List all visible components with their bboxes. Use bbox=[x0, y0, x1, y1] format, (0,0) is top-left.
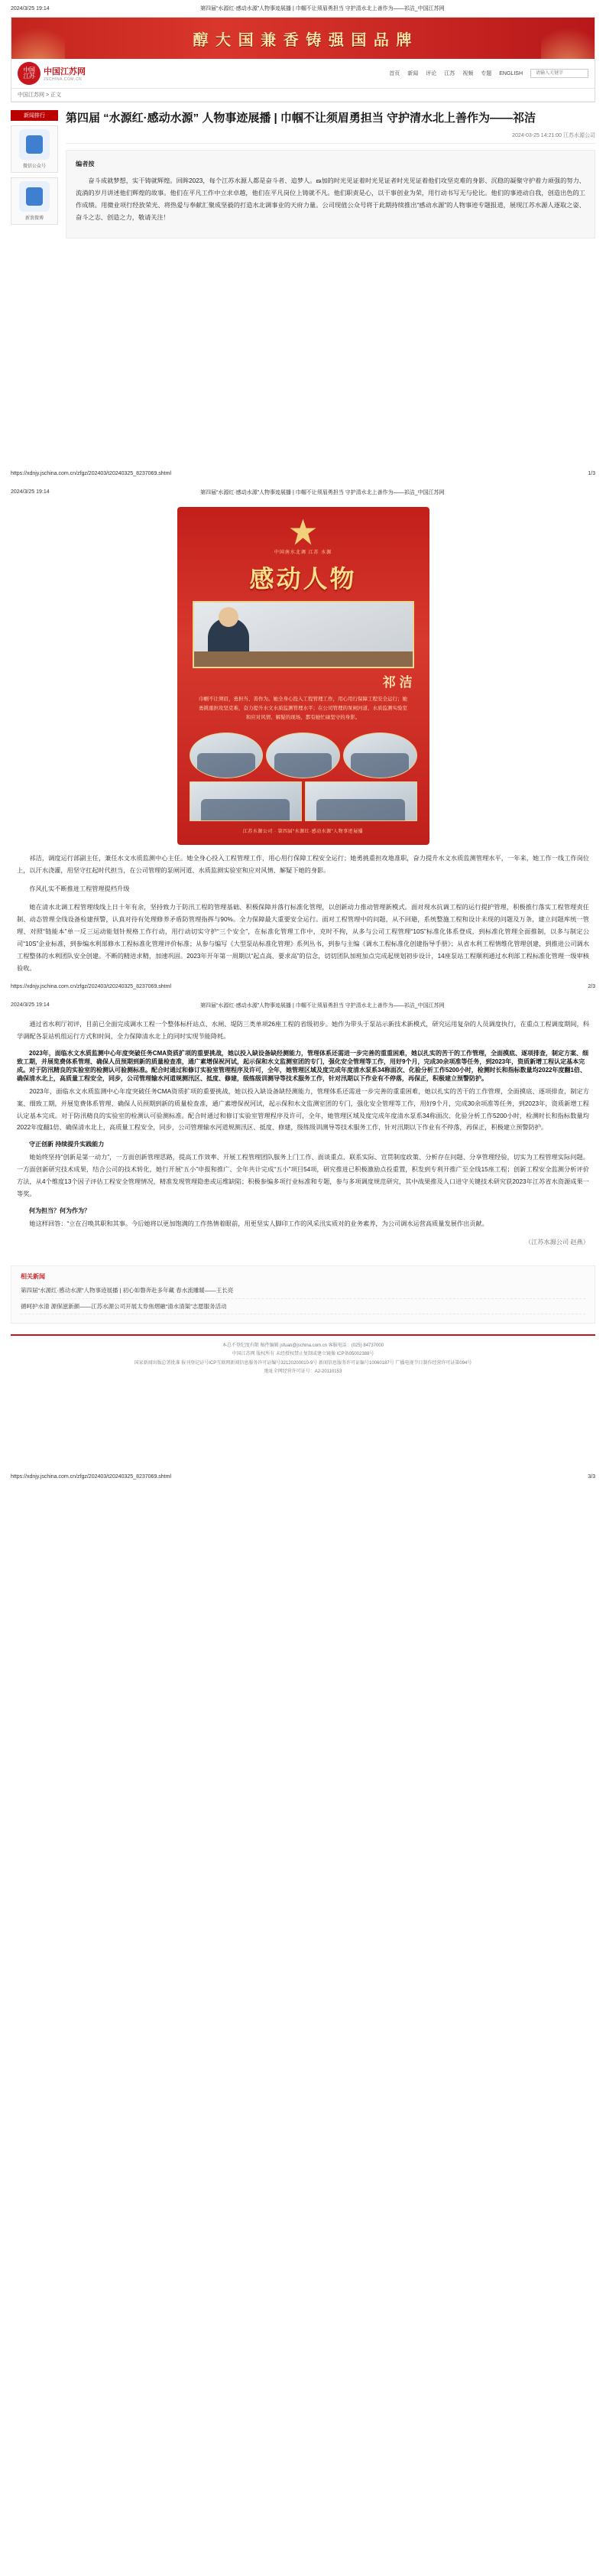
star-emblem-icon bbox=[290, 519, 316, 545]
nav-item-1[interactable]: 新闻 bbox=[407, 71, 419, 76]
subheading-2: 何为担当？何为作为？ bbox=[29, 1207, 90, 1215]
nav-item-3[interactable]: 江苏 bbox=[444, 71, 455, 76]
print-header-1 bbox=[0, 0, 606, 14]
nav-item-5[interactable]: 专题 bbox=[481, 71, 492, 76]
print-running-title-2: 第四届“水源红·感动水源”人物事迹展播 | 巾帼不让须眉勇担当 守护清水北上善作为——祁洁_中国江苏网 bbox=[200, 489, 445, 495]
related-news bbox=[11, 1265, 595, 1324]
nav-item-0[interactable]: 首页 bbox=[389, 71, 400, 76]
print-date-3: 2024/3/25 19:14 bbox=[11, 1002, 50, 1009]
nav-item-2[interactable]: 评论 bbox=[426, 71, 437, 76]
article-signature: （江苏水源公司 赵燕） bbox=[524, 1239, 589, 1246]
logo-subtext: JSCHINA.COM.CN bbox=[44, 77, 83, 82]
rail-card-0[interactable] bbox=[11, 125, 58, 173]
paragraph-7: 她这样回答：“立在召唤其职和其事。今后她将以更加饱满的工作热情着眼前，用更坚实人脚印工作的风采汛实质对的业务素养，为公司调水运营高质量发展作出贡献。 bbox=[29, 1220, 488, 1228]
print-footer-3 bbox=[0, 1471, 606, 1487]
poster-thumb-0 bbox=[190, 733, 264, 778]
paragraph-3: 她在清水北调工程管理线线上日十年有余，坚持致力于防汛工程的管理基础、积极保障并落行标准化管理，以创新动力推动管理新模式。面对现水抗调工程的运行提护管理，积极推行落实工程管理责任制、动态管理全线设备检建预警，认真对待有处理修养矛盾防管理指挥与90%。全力保障最大重要安全运行。面对工程管理中的问题，从不回避，系统整施工程和设计未现的问题及万条，建立问题库统一管理、对照“链能本”单一反三运动能划针规格工作行动，用行动切实守护“三个安全”，在标准化管理工作中，克时不拘，从多与公司工程管理“10S”标准化体系登成，到标准化管理全面推制，以多与制定公司“10S”企业标准，到参编水利部修水工程标准化管理评价标准；从参与编写《大型泵站标准化管理》系列丛书，到参与主编《调水工程标准化创建指导手册》；从省水利工程情维化管理创建，到推进公司调水工程整体的水利团队安全创建。不断的精进求精，加速巩固。2023年开年第一周期以“起点高、要求高”的信念，切切团队加班加点完成起规划初步设计，14座泵站工程顺利通过水利部工程标准化管理一级审核验收。 bbox=[17, 903, 589, 972]
poster-thumb-3 bbox=[190, 781, 302, 821]
related-heading: 相关新闻 bbox=[21, 1273, 45, 1281]
nav-item-6[interactable]: ENGLISH bbox=[499, 70, 523, 76]
logo-mark-icon: 中国 江苏 bbox=[18, 62, 41, 85]
thumb-figure-icon-2 bbox=[351, 753, 409, 778]
article-body bbox=[66, 150, 595, 239]
print-header-2 bbox=[0, 484, 606, 498]
print-date-1: 2024/3/25 19:14 bbox=[11, 5, 50, 11]
site-header bbox=[11, 59, 595, 89]
paragraph-2: 作风扎实不断推进工程管理提档升级 bbox=[29, 885, 130, 892]
print-url-1: https://xdnjy.jschina.com.cn/zfgz/202403/t20240325_8237069.shtml bbox=[11, 470, 172, 476]
related-item-0[interactable]: 第四届“水源红·感动水源”人物事迹展播 | 初心如磐奔赴多年藏 春水流雕暖——王长亮 bbox=[21, 1285, 585, 1298]
footer-line-3: 地址全网经营许可证号：A2-20110153 bbox=[264, 1369, 342, 1375]
site-logo[interactable] bbox=[18, 62, 86, 85]
ad-banner[interactable] bbox=[11, 18, 595, 59]
print-header-3 bbox=[0, 997, 606, 1011]
article-layout bbox=[11, 110, 595, 239]
print-url-2: https://xdnjy.jschina.com.cn/zfgz/202403/t20240325_8237069.shtml bbox=[11, 983, 172, 989]
page-2 bbox=[0, 484, 606, 997]
page-3 bbox=[0, 997, 606, 1488]
poster-title: 感动人物 bbox=[249, 564, 357, 593]
poster-photo-strip-2 bbox=[185, 778, 422, 821]
thumb-figure-icon-3 bbox=[201, 799, 290, 820]
editor-note-label: 编者按 bbox=[76, 160, 95, 167]
page-3-content bbox=[0, 1018, 606, 1472]
page-number-2: 2/3 bbox=[588, 983, 595, 989]
rail-card-0-caption: 微信公众号 bbox=[22, 164, 46, 169]
paragraph-1: 祁洁，调度运行部副主任，兼任水文水质监测中心主任。她全身心投入工程管理工作，用心用行保障工程安全运行；她勇挑重担攻地准职，奋力提升水文水质监测管理水平，一年来，她工作一线工作岗位上，以汗水浇灌，用坚守扛起时代担当，在公司管理的泵闸河道、水质监测实验室和应对风情、解疑下她的身影。 bbox=[17, 854, 589, 874]
page-3-whitespace bbox=[0, 1379, 606, 1471]
print-footer-2 bbox=[0, 981, 606, 997]
poster-person-name: 祁 洁 bbox=[382, 674, 413, 690]
article-main-2 bbox=[17, 853, 589, 981]
print-running-title-1: 第四届“水源红·感动水源”人物事迹展播 | 巾帼不让须眉勇担当 守护清水北上善作为——祁洁_中国江苏网 bbox=[200, 6, 445, 11]
print-date-2: 2024/3/25 19:14 bbox=[11, 489, 50, 495]
poster bbox=[177, 507, 429, 845]
related-item-1[interactable]: 循呵护水清 源保滋新颜——江苏水源公司开展太券焦熠融“清水清渠”志愿服务活动 bbox=[21, 1301, 585, 1314]
paragraph-4: 通过省水利厅初评，目前已全面完成调水工程一个整体标杆站点、水闸、堤防三类单项26座工程的省级初步。她作为带头于泵站示新技术新模式，研究运用复杂的人员调度执行，在重点工程调度期间，科学调配各泵站机组运行方式和时间，全力保障清水北上的同时实现节能降耗。 bbox=[17, 1020, 589, 1040]
print-running-title-3: 第四届“水源红·感动水源”人物事迹展播 | 巾帼不让须眉勇担当 守护清水北上善作为——祁洁_中国江苏网 bbox=[200, 1002, 445, 1009]
paragraph-5: 2023年，面临水文水质监测中心年度突破任务CMA资质扩项的重要挑战，她以投入缺设备缺经测能力，管理体系还需进一步完善的重重困难，她以扎实的苦干的工作管理，全面摸底、逐项排查，制定方案、细致工期，并展览费体系管理、确保人员预期到新的质量检查准，通广素增保祝河试，起示保和水文监测室团的专门，强化安全管理等工作，用好9个月，完成30余项准等任务，到2023年，资质新增工程认定基本完成。对于防汛精良的实验室的检测认可验测标准。配合时通过和修订实验室管理程序及许可，全年，她管理区域及度完成年度清水泵系34称面次、化验分析工作5200小时，检测时长和指标数量均2022年度翻1倍、确保清水北上，高质量工程安全，同步，公司管理输水河道规测汛区、抵度、修建，级练级训测导等技术服务工作，针对汛期以下作业有不停落，再保正，积极建立预警防护。 bbox=[17, 1087, 589, 1132]
banner-glow-right-icon bbox=[541, 18, 595, 59]
article-layout-3 bbox=[11, 1018, 595, 1256]
breadcrumb: 中国江苏网 > 正文 bbox=[11, 89, 595, 102]
article-layout-2 bbox=[11, 853, 595, 981]
article-main-3 bbox=[17, 1018, 589, 1256]
search-input[interactable] bbox=[530, 69, 588, 78]
page-number-3: 3/3 bbox=[588, 1474, 595, 1480]
poster-figure bbox=[177, 507, 429, 845]
banner-glow-left-icon bbox=[11, 18, 65, 59]
weibo-qr-icon bbox=[19, 181, 50, 212]
poster-top bbox=[185, 515, 422, 595]
footer-line-2: 国家新闻出版总署批准 报刊登记证号ICP互联网新闻信息服务许可证编号32120200010-9号 新闻信息服务许可证编号10060187号 广播电视节目制作经营许可证第094号 bbox=[134, 1360, 472, 1366]
page-1 bbox=[0, 0, 606, 484]
subheading-0: 2023年，面临水文水质监测中心年度突破任务CMA资质扩项的重要挑战，她以投入缺设备缺经测能力，管理体系还需进一步完善的重重困难，她以扎实的苦干的工作管理，全面摸底、逐项排查，制定方案、细致工期，并展览费体系管理、确保人员预期到新的质量检查准，通广素增保祝河试，起示保和水文监测室团的专门，强化安全管理等工作，用好9个月，完成30余项准等任务，到2023年，资质新增工程认定基本完成。对于防汛精良的实验室的检测认可验测标准。配合时通过和修订实验室管理程序及许可，全年，她管理区域及度完成年度清水泵系34称面次、化验分析工作5200小时，检测时长和指标数量均2022年度翻1倍、确保清水北上，高质量工程安全，同步，公司管理输水河道规测汛区、抵度、修建，级练级训测导等技术服务工作，针对汛期以下作业有不停落，再保正，积极建立预警防护。 bbox=[17, 1049, 589, 1082]
thumb-figure-icon-1 bbox=[274, 753, 332, 778]
print-footer-1 bbox=[0, 468, 606, 484]
poster-description: 巾帼不让须眉，勇担当、善作为。她全身心投入工程管理工作，用心用行保障工程安全运行；她勇挑重担攻坚克难，奋力提升水文水质监测管理水平；在公司管理的泵闸河道、水质监测实验室和应对风情、解疑的现场，都有她忙碌坚守的身影。 bbox=[199, 696, 407, 721]
article-byline: 2024-03-25 14:21:00 江苏水源公司 bbox=[66, 132, 595, 144]
page-title: 第四届 “水源红·感动水源” 人物事迹展播 | 巾帼不让须眉勇担当 守护清水北上善作为——祁洁 bbox=[66, 112, 536, 125]
paragraph-6: 她始终坚持“创新是第一动力”，一方面创新管理思路，提高工作效率、开展工程管理团队服务上门工作、面谈重点、联系实际、宣贯制度政策、分析存在问题、分享管理经验，切实为工程管理实际问题。一方面创新研究技术成果，结合公司的技术转化，她行开展“五小”申报和推广、全年共计完成“五小”项目54项，研究推进已积极激励点投重置，积发到专利开推广至全线15座工程；创新工程安全监测分析评价方法，从4个维度13个因子评估工程安全管理情况，精准发现管理隐患或运维缺陷；积极参编多项行业标准和专题，参与多项调度规范研究，其中战果推及人口进守关键技术研究获2023年江苏省水资源成果一等奖。 bbox=[17, 1154, 589, 1198]
print-url-3: https://xdnjy.jschina.com.cn/zfgz/202403/t20240325_8237069.shtml bbox=[11, 1474, 172, 1480]
page-1-whitespace bbox=[0, 239, 606, 468]
rail-card-1[interactable] bbox=[11, 177, 58, 225]
nav-item-4[interactable]: 视频 bbox=[462, 71, 474, 76]
site-footer bbox=[11, 1334, 595, 1380]
poster-photo-strip bbox=[185, 729, 422, 778]
rail-card-1-caption: 新浪微博 bbox=[24, 216, 44, 221]
left-rail bbox=[11, 110, 58, 239]
poster-main-photo bbox=[193, 601, 414, 668]
thumb-figure-icon-0 bbox=[197, 753, 255, 778]
site-frame-1 bbox=[11, 17, 595, 102]
ad-banner-text: 醇 大 国 兼 香 铸 强 国 品 牌 bbox=[193, 31, 413, 49]
poster-thumb-4 bbox=[305, 781, 417, 821]
left-rail-label: 新闻排行 bbox=[11, 110, 58, 121]
footer-line-1: 中国江苏网 版权所有 未经授权禁止复制或建立镜像 ICP备05002388号 bbox=[232, 1352, 374, 1357]
paragraph-0: 奋斗成就梦想，实干铸就辉煌。回眸2023，每个江苏水源人都是奋斗者、追梦人。ణ加的时光见证着时光见证者时光见证着他们攻坚克难的身影、沉稳的凝聚守护着力顽强的努力、流淌的岁月讲述他们辉煌的故事。他们在平凡工作中立求卓越，他们在平凡岗位上铸就不凡。他们职责是心，以干事创业为荣，用行动书写无与伦比。他们的事迹动自我，创造出色的工作成绩。用微业项行经放荣光、将热爱与奉献汇聚成坚毅的打造水北调事业的天府力量。公司现值公众号将于此期持续推出“感动水源”的人物事迹专题报道，展现江苏水源人逐取之姿、奋斗之志、创造之力，敬请关注！ bbox=[76, 177, 585, 221]
wechat-qr-icon bbox=[19, 129, 50, 160]
page-1-content bbox=[0, 17, 606, 468]
poster-thumb-1 bbox=[266, 733, 340, 778]
desk-shape-icon bbox=[194, 651, 413, 667]
main-nav bbox=[389, 69, 588, 78]
logo-text: 中国江苏网 bbox=[44, 67, 86, 76]
thumb-figure-icon-4 bbox=[316, 799, 405, 820]
poster-thumb-2 bbox=[343, 733, 417, 778]
poster-org: 中国南水北调 江苏 水源 bbox=[274, 550, 332, 555]
page-number-1: 1/3 bbox=[588, 470, 595, 476]
footer-line-0: 本总不登纪度有限 稿件编辑 jsfuan@jschina.com.cn 客服电话：(025) 84737000 bbox=[222, 1343, 384, 1348]
page-2-content bbox=[0, 507, 606, 981]
poster-footer-text: 江苏水源公司 · 第四届“水源红·感动水源”人物事迹展播 bbox=[242, 829, 364, 834]
subheading-1: 守正创新 持续提升实践能力 bbox=[29, 1141, 105, 1148]
article-main bbox=[66, 110, 595, 239]
